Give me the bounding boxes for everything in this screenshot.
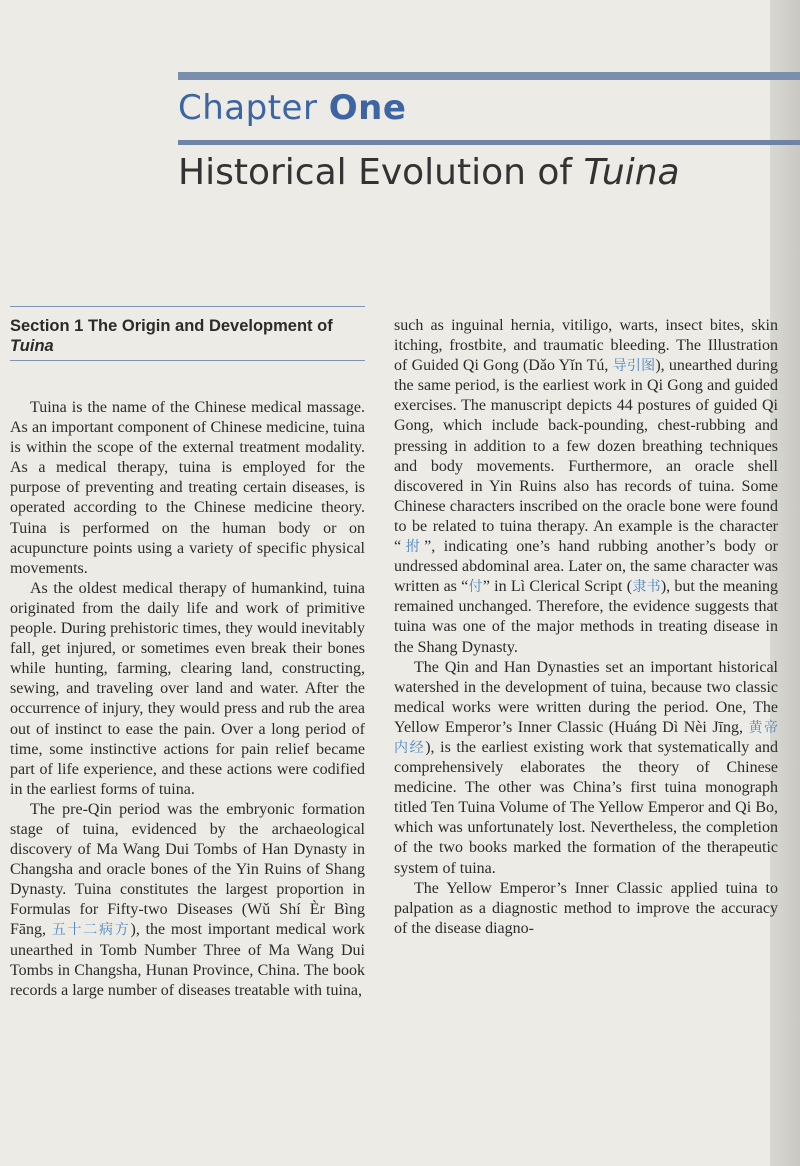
chapter-label-prefix: Chapter [178, 88, 318, 128]
chapter-title [178, 152, 680, 193]
chapter-label [178, 88, 406, 128]
chinese-title-daoyintu: 导引图 [612, 358, 656, 375]
left-column [10, 398, 365, 1001]
chinese-title-wushierbingfang: 五十二病方 [51, 922, 131, 939]
chinese-character-fu-rub: 拊 [401, 539, 425, 556]
section-heading-italic: Tuina [10, 337, 54, 355]
left-p3-before: The pre-Qin period was the embryonic formation stage of tuina, evidenced by the archaeological discovery of Ma Wang Dui Tombs of Han Dynasty in Changsha and oracle bones of the Yin Ruins of Shang Dynasty. Tuina constitutes the largest proportion in Formulas for Fifty-two Diseases (Wǔ Shí Èr Bìng Fāng, [10, 800, 365, 939]
chapter-title-main: Historical Evolution of [178, 152, 573, 193]
left-paragraph-2: As the oldest medical therapy of humankind, tuina originated from the daily life and work of primitive people. During prehistoric times, they would inevitably fall, get injured, or sometimes even break their bones while hunting, farming, clearing land, constructing, sewing, and traveling over land and water. After the occurrence of injury, they would press and rub the area out of instinct to ease the pain. Over a long period of time, some instinctive actions for pain relief became part of life experience, and these actions were codified in the earliest forms of tuina. [10, 579, 365, 798]
right-paragraph-2 [394, 658, 778, 879]
right-p2-b: ), is the earliest existing work that systematically and comprehensively elaborates the theory of Chinese medicine. The other was China’s first tuina monograph titled Ten Tuina Volume of The Yellow Emperor and Qi Bo, which was unfortunately lost. Nevertheless, the completion of the two books marked the formation of the therapeutic system of tuina. [394, 738, 778, 877]
right-p2-a: The Qin and Han Dynasties set an important historical watershed in the development of tuina, because two classic medical works were written during the period. One, The Yellow Emperor’s Inner Classic (Huáng Dì Nèi Jīng, [394, 658, 778, 736]
section-heading [10, 316, 370, 356]
left-paragraph-1: Tuina is the name of the Chinese medical massage. As an important component of Chinese medicine, tuina is within the scope of the external treatment modality. As a medical therapy, tuina is employed for the purpose of preventing and treating certain diseases, is operated according to the Chinese medicine theory. Tuina is performed on the human body or on acupuncture points using a variety of specific physical movements. [10, 399, 365, 577]
chinese-term-lishu: 隶书 [632, 579, 661, 596]
title-rule [178, 140, 800, 145]
left-p3-after: ), the most important medical work unearthed in Tomb Number Three of Ma Wang Dui Tombs in Changsha, Hunan Province, China. The book records a large number of diseases treatable with tuina, [10, 921, 366, 999]
header-bar [178, 72, 800, 80]
right-p1-a: such as inguinal hernia, vitiligo, warts, insect bites, skin itching, frostbite, and traumatic bleeding. The Illustration of Guided Qi Gong (Dǎo Yǐn Tú, [394, 317, 778, 375]
section-heading-text: Section 1 The Origin and Development of [10, 317, 333, 335]
chapter-title-italic: Tuina [583, 152, 680, 193]
chapter-label-number: One [328, 88, 407, 128]
section-rule-top [10, 306, 365, 307]
right-p1-e: ), but the meaning remained unchanged. Therefore, the evidence suggests that tuina was one of the major methods in treating disease in the Shang Dynasty. [394, 578, 779, 656]
right-paragraph-3: The Yellow Emperor’s Inner Classic applied tuina to palpation as a diagnostic method to improve the accuracy of the disease diagno- [394, 879, 778, 937]
right-p1-c: ”, indicating one’s hand rubbing another’s body or undressed abdominal area. Later on, the same character was written as “ [394, 538, 779, 596]
chinese-character-fu: 付 [468, 579, 483, 596]
chinese-title-huangdineijing: 黄帝内经 [394, 719, 779, 756]
right-p1-d: ” in Lì Clerical Script ( [482, 578, 633, 596]
section-rule-bottom [10, 360, 365, 361]
right-paragraph-1 [394, 316, 778, 658]
left-paragraph-3 [10, 800, 365, 1001]
right-p1-b: ), unearthed during the same period, is the earliest work in Qi Gong and guided exercises. The manuscript depicts 44 postures of guided Qi Gong, which include back-pounding, chest-rubbing and pressing in addition to a few dozen breathing techniques and body movements. Furthermore, an oracle shell discovered in Yin Ruins also has records of tuina. Some Chinese characters inscribed on the oracle bone were found to be related to tuina therapy. An example is the character “ [394, 357, 779, 556]
right-column [394, 316, 778, 939]
